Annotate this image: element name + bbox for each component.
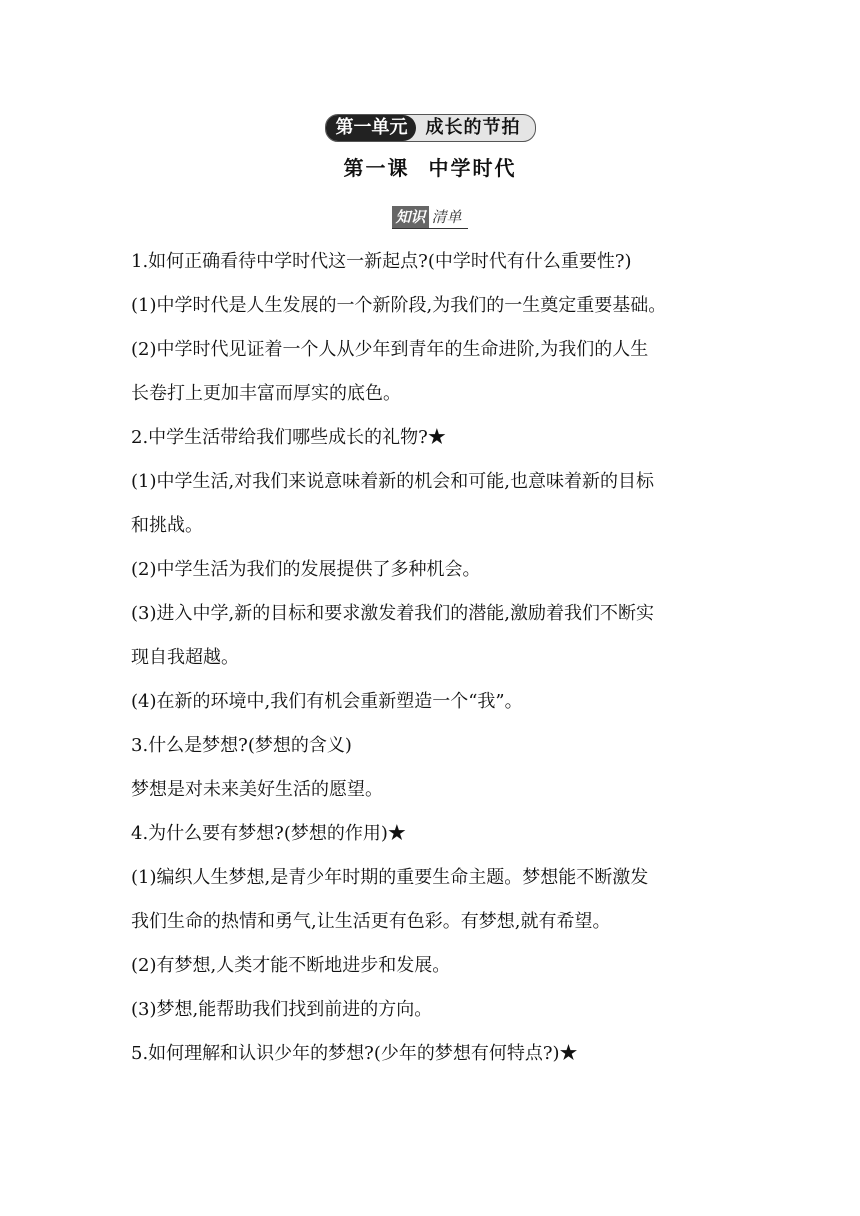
badge-dark-label: 知识 — [392, 206, 428, 228]
content-line: (3)进入中学,新的目标和要求激发着我们的潜能,激励着我们不断实 — [131, 603, 654, 624]
unit-number: 第一单元 — [326, 115, 416, 141]
content-line: 长卷打上更加丰富而厚实的底色。 — [131, 383, 401, 404]
content-line: 现自我超越。 — [131, 647, 239, 668]
content-line: (2)中学生活为我们的发展提供了多种机会。 — [131, 559, 481, 580]
content-line: 2.中学生活带给我们哪些成长的礼物?★ — [131, 427, 446, 448]
content-line: 我们生命的热情和勇气,让生活更有色彩。有梦想,就有希望。 — [131, 911, 611, 932]
section-badge — [0, 206, 860, 229]
content-line: (2)中学时代见证着一个人从少年到青年的生命进阶,为我们的人生 — [131, 339, 649, 360]
content-line: (1)中学时代是人生发展的一个新阶段,为我们的一生奠定重要基础。 — [131, 295, 667, 316]
content-line: (2)有梦想,人类才能不断地进步和发展。 — [131, 955, 451, 976]
content-line: (4)在新的环境中,我们有机会重新塑造一个“我”。 — [131, 691, 523, 712]
content-line: 4.为什么要有梦想?(梦想的作用)★ — [131, 823, 406, 844]
unit-name: 成长的节拍 — [425, 117, 521, 138]
lesson-title: 第一课 中学时代 — [343, 156, 517, 180]
content-line: 梦想是对未来美好生活的愿望。 — [131, 779, 383, 800]
content-line: (3)梦想,能帮助我们找到前进的方向。 — [131, 999, 433, 1020]
content-line: (1)中学生活,对我们来说意味着新的机会和可能,也意味着新的目标 — [131, 471, 654, 492]
content-line: 3.什么是梦想?(梦想的含义) — [131, 735, 352, 756]
content-line: 1.如何正确看待中学时代这一新起点?(中学时代有什么重要性?) — [131, 251, 632, 272]
content-line: (1)编织人生梦想,是青少年时期的重要生命主题。梦想能不断激发 — [131, 867, 649, 888]
content-body — [131, 247, 731, 1083]
knowledge-list-badge — [392, 206, 467, 229]
content-line: 和挑战。 — [131, 515, 203, 536]
badge-light-label: 清单 — [431, 208, 462, 226]
unit-banner — [325, 114, 536, 142]
unit-header — [0, 114, 860, 142]
content-line: 5.如何理解和认识少年的梦想?(少年的梦想有何特点?)★ — [131, 1043, 578, 1064]
